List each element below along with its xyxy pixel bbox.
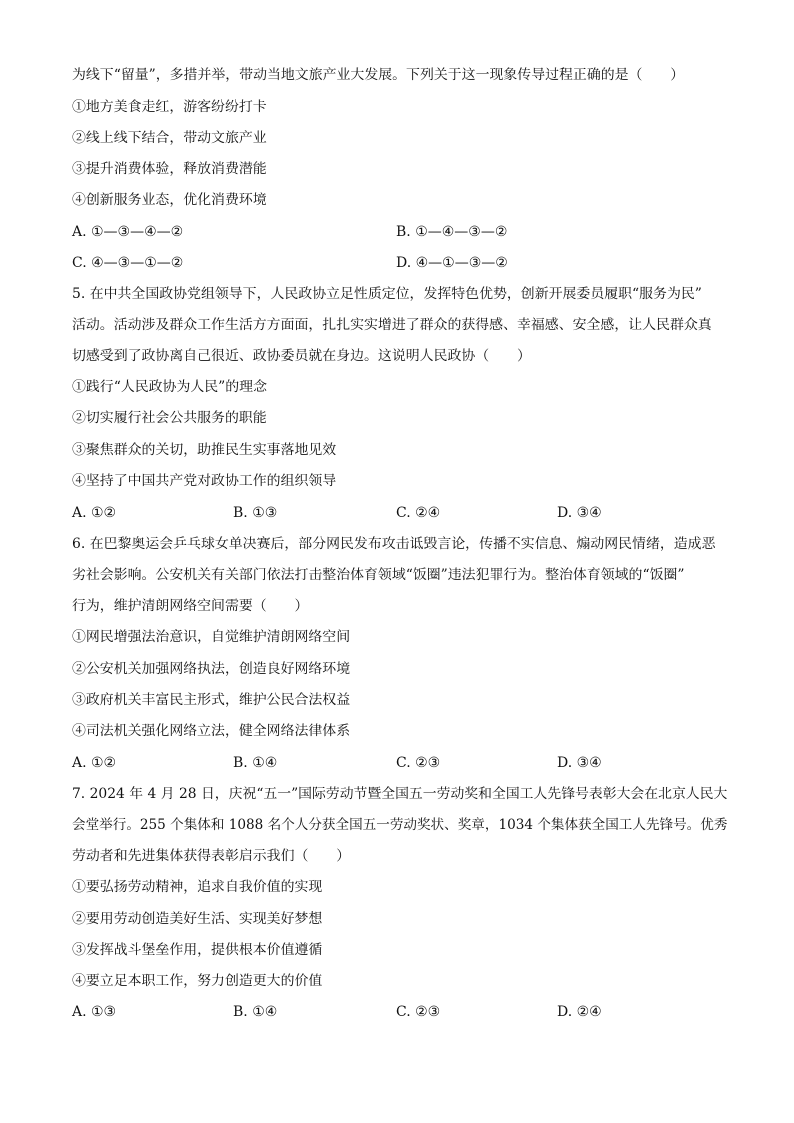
q4-stem-tail: 为线下“留量”，多措并举，带动当地文旅产业大发展。下列关于这一现象传导过程正确的是（ ） [72,67,685,83]
q5-stem-line-2: 活动。活动涉及群众工作生活方方面面，扎扎实实增进了群众的获得感、幸福感、安全感，让人民群众真 [72,317,712,333]
q5-item-2: ②切实履行社会公共服务的职能 [72,410,267,426]
q4-item-1: ①地方美食走红，游客纷纷打卡 [72,99,267,115]
q4-option-b: B. ①—④—③—② [396,224,508,240]
q6-stem-line-2: 劣社会影响。公安机关有关部门依法打击整治体育领域“饭圈”违法犯罪行为。整治体育领域的“饭圈” [72,567,685,583]
q6-item-1: ①网民增强法治意识，自觉维护清朗网络空间 [72,629,351,645]
q6-option-c: C. ②③ [396,755,441,771]
q5-item-1: ①践行“人民政协为人民”的理念 [72,379,267,395]
q7-option-b: B. ①④ [233,1004,278,1020]
q6-option-b: B. ①④ [233,755,278,771]
q7-option-d: D. ②④ [557,1004,602,1020]
q6-item-4: ④司法机关强化网络立法，健全网络法律体系 [72,723,351,739]
q6-option-a: A. ①② [72,755,117,771]
q7-stem-line-2: 会堂举行。255 个集体和 1088 名个人分获全国五一劳动奖状、奖章，1034 个集体获全国工人先锋号。优秀 [72,817,728,833]
q5-item-4: ④坚持了中国共产党对政协工作的组织领导 [72,473,337,489]
q5-option-b: B. ①③ [233,505,278,521]
q4-item-3: ③提升消费体验，释放消费潜能 [72,161,267,177]
q5-option-a: A. ①② [72,505,117,521]
q5-option-d: D. ③④ [557,505,602,521]
q7-item-2: ②要用劳动创造美好生活、实现美好梦想 [72,911,323,927]
q4-option-a: A. ①—③—④—② [72,224,184,240]
q5-item-3: ③聚焦群众的关切，助推民生实事落地见效 [72,442,337,458]
q7-option-a: A. ①③ [72,1004,117,1020]
q6-stem-line-1: 6. 在巴黎奥运会乒乓球女单决赛后，部分网民发布攻击诋毁言论，传播不实信息、煽动网民情绪，造成恶 [72,536,716,552]
q4-option-d: D. ④—①—③—② [396,255,508,271]
q5-option-c: C. ②④ [396,505,441,521]
q4-item-4: ④创新服务业态，优化消费环境 [72,192,267,208]
q7-item-3: ③发挥战斗堡垒作用，提供根本价值遵循 [72,942,323,958]
q6-option-d: D. ③④ [557,755,602,771]
q4-option-c: C. ④—③—①—② [72,255,184,271]
q7-option-c: C. ②③ [396,1004,441,1020]
q7-item-4: ④要立足本职工作，努力创造更大的价值 [72,973,323,989]
q6-stem-line-3: 行为，维护清朗网络空间需要（ ） [72,598,309,614]
q7-stem-line-3: 劳动者和先进集体获得表彰启示我们（ ） [72,848,351,864]
q6-item-2: ②公安机关加强网络执法，创造良好网络环境 [72,661,351,677]
q6-item-3: ③政府机关丰富民主形式，维护公民合法权益 [72,692,351,708]
q4-item-2: ②线上线下结合，带动文旅产业 [72,130,267,146]
q5-stem-line-1: 5. 在中共全国政协党组领导下，人民政协立足性质定位，发挥特色优势，创新开展委员履职“服务为民” [72,286,702,302]
q7-item-1: ①要弘扬劳动精神，追求自我价值的实现 [72,879,323,895]
q5-stem-line-3: 切感受到了政协离自己很近、政协委员就在身边。这说明人民政协（ ） [72,348,531,364]
q7-stem-line-1: 7. 2024 年 4 月 28 日，庆祝“五一”国际劳动节暨全国五一劳动奖和全国工人先锋号表彰大会在北京人民大 [72,786,728,802]
